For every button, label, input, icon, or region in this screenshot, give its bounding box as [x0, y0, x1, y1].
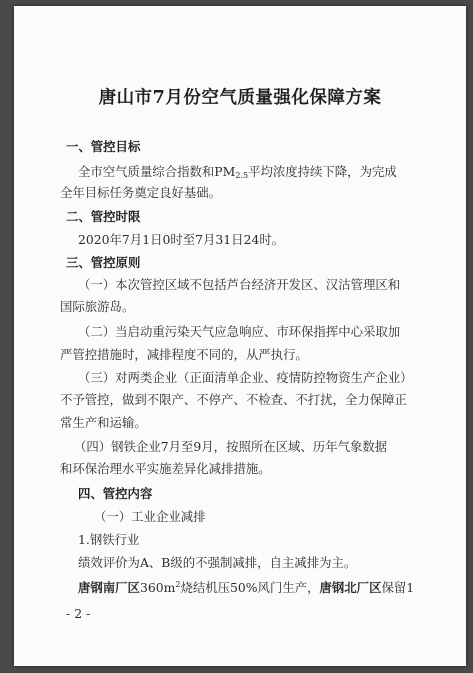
s3-p4-line-2: 和环保治理水平实施差异化减排措施。: [60, 461, 271, 476]
s3-p3-line-3: 常生产和运输。: [60, 415, 147, 430]
pm-label: PM: [214, 164, 236, 179]
plant-name-north: 唐钢北厂区: [319, 580, 382, 595]
s3-p1-line-2: 国际旅游岛。: [60, 299, 135, 314]
s4-line-2: [78, 577, 414, 596]
document-page: [14, 6, 466, 666]
pm-subscript: 2.5: [235, 171, 249, 180]
section-heading-2: 二、管控时限: [66, 209, 141, 224]
area-value: 360m: [139, 580, 176, 595]
s1-line-1-b: 平均浓度持续下降，为完成: [248, 164, 397, 179]
section-heading-1: 一、管控目标: [66, 139, 141, 154]
s3-p2-line-2: 严管控措施时，减排程度不同的，从严执行。: [60, 347, 308, 362]
section-heading-4: 四、管控内容: [78, 486, 153, 501]
s1-line-1-a: 全市空气质量综合指数和: [78, 164, 215, 179]
s3-p4-line-1: （四）钢铁企业7月至9月，按照所在区域、历年气象数据: [74, 439, 388, 454]
section-heading-3: 三、管控原则: [66, 255, 141, 270]
s1-line-2: 全年目标任务奠定良好基础。: [60, 185, 222, 200]
s4-line-1: 绩效评价为A、B级的不强制减排，自主减排为主。: [78, 555, 357, 570]
s3-p2-line-1: （二）当启动重污染天气应急响应、市环保指挥中心采取加: [78, 324, 401, 339]
s3-p3-line-1: （三）对两类企业（正面清单企业、疫情防控物资生产企业）: [78, 370, 413, 385]
plant-name-south: 唐钢南厂区: [78, 580, 140, 595]
s4-line-2-c: 保留1: [381, 580, 415, 595]
s2-line-1: 2020年7月1日0时至7月31日24时。: [78, 232, 285, 247]
page-number: - 2 -: [66, 606, 91, 621]
document-title: 唐山市7月份空气质量强化保障方案: [98, 88, 382, 108]
item-heading: 1.钢铁行业: [78, 532, 140, 547]
s3-p3-line-2: 不予管控，做到不限产、不停产、不检查、不打扰，全力保障正: [60, 392, 407, 407]
s3-p1-line-1: （一）本次管控区域不包括芦台经济开发区、汉沽管理区和: [78, 277, 401, 292]
subsection-heading: （一）工业企业减排: [94, 509, 206, 524]
s1-line-1: [78, 164, 397, 184]
area-superscript: 2: [175, 580, 181, 589]
s4-line-2-b: 烧结机压50%风门生产，: [180, 580, 320, 595]
